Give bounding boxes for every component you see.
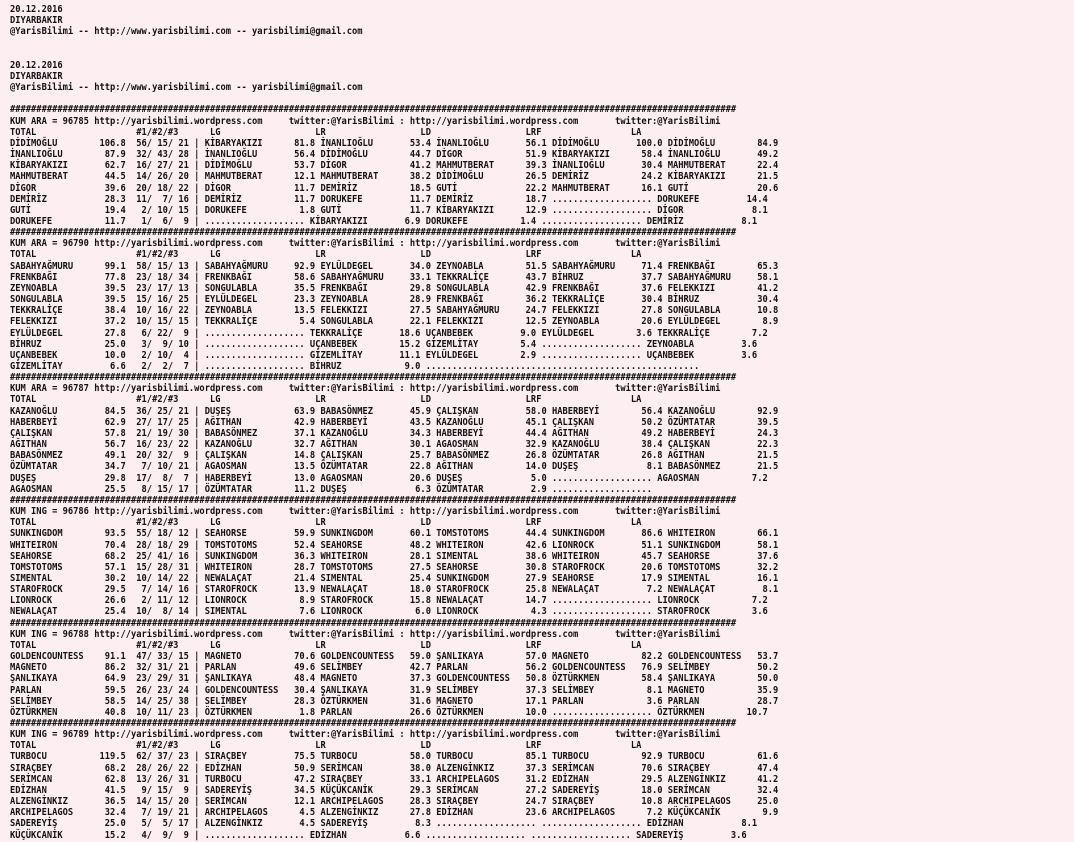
text-line: ARCHIPELAGOS 32.4 7/ 19/ 21 | ARCHIPELAGOS 4.5 ALZENGİNKIZ 27.8 EDİZHAN 23.6 ARCHIPELAGOS 7.2 KÜÇÜKCANİK 9.9 <box>10 807 779 819</box>
column-header-line: TOTAL #1/#2/#3 LG LR LD LRF LA <box>10 249 642 261</box>
race-header-line: KUM ING = 96786 http://yarisbilimi.wordpress.com twitter:@YarisBilimi : http://yarisbilimi.wordpress.com twitter:@YarisBilimi <box>10 506 721 518</box>
column-header-line: TOTAL #1/#2/#3 LG LR LD LRF LA <box>10 740 642 752</box>
blank-line <box>10 37 778 48</box>
text-line: ÇALIŞKAN 57.8 21/ 19/ 30 | BABASÖNMEZ 37.1 KAZANOĞLU 34.3 HABERBEYİ 44.4 AĞITHAN 49.2 HABERBEYİ 24.3 <box>10 427 779 439</box>
section-separator: ########################################################################################################################################## <box>10 617 737 629</box>
race-stats-document <box>10 4 778 841</box>
text-line: AGAOSMAN 25.5 8/ 15/ 17 | ÖZÜMTATAR 11.2 DUŞEŞ 6.3 ÖZÜMTATAR 2.9 ................... <box>10 483 652 495</box>
text-line: KAZANOĞLU 84.5 36/ 25/ 21 | DUŞEŞ 63.9 BABASÖNMEZ 45.9 ÇALIŞKAN 58.0 HABERBEYİ 56.4 KAZANOĞLU 92.9 <box>10 405 779 417</box>
text-line: HABERBEYİ 62.9 27/ 17/ 25 | AĞITHAN 42.9 HABERBEYİ 43.5 KAZANOĞLU 45.1 ÇALIŞKAN 50.2 ÖZÜMTATAR 39.5 <box>10 416 779 428</box>
text-line: ÖZÜMTATAR 34.7 7/ 10/ 21 | AGAOSMAN 13.5 ÖZÜMTATAR 22.8 AĞITHAN 14.0 DUŞEŞ 8.1 BABASÖNMEZ 21.5 <box>10 461 779 473</box>
text-line: SIRAÇBEY 68.2 28/ 26/ 22 | EDİZHAN 50.9 SERİMCAN 38.0 ALZENGİNKIZ 37.3 SERİMCAN 70.6 SIRAÇBEY 47.4 <box>10 762 779 774</box>
text-line: TEKKRALİÇE 38.4 10/ 16/ 22 | ZEYNOABLA 13.5 FELEKKIZI 27.5 SABAHYAĞMURU 24.7 FELEKKIZI 27.8 SONGULABLA 10.8 <box>10 305 779 317</box>
text-line: GOLDENCOUNTESS 91.1 47/ 33/ 15 | MAGNETO 70.6 GOLDENCOUNTESS 59.0 ŞANLIKAYA 57.0 MAGNETO 82.2 GOLDENCOUNTESS 53.7 <box>10 651 779 663</box>
text-line: 20.12.2016 <box>10 4 63 15</box>
race-header-line: KUM ARA = 96785 http://yarisbilimi.wordpress.com twitter:@YarisBilimi : http://yarisbilimi.wordpress.com twitter:@YarisBilimi <box>10 115 721 127</box>
text-line: @YarisBilimi -- http://www.yarisbilimi.com -- yarisbilimi@gmail.com <box>10 82 363 94</box>
text-line: NEWALAÇAT 25.4 10/ 8/ 14 | SIMENTAL 7.6 LIONROCK 6.0 LIONROCK 4.3 ................... STAROFROCK 3.6 <box>10 606 768 618</box>
text-line: EDİZHAN 41.5 9/ 15/ 9 | SADEREYİŞ 34.5 KÜÇÜKCANİK 29.3 SERİMCAN 27.2 SADEREYİŞ 18.0 SERİMCAN 32.4 <box>10 784 779 796</box>
text-line: UÇANBEBEK 10.0 2/ 10/ 4 | ................... GİZEMLİTAY 11.1 EYLÜLDEGEL 2.9 ................... UÇANBEBEK 3.6 <box>10 349 758 361</box>
text-line: SELİMBEY 58.5 14/ 25/ 38 | SELİMBEY 28.3 ÖZTÜRKMEN 31.6 MAGNETO 17.1 PARLAN 3.6 PARLAN 28.7 <box>10 695 779 707</box>
text-line: SABAHYAĞMURU 99.1 58/ 15/ 13 | SABAHYAĞMURU 92.9 EYLÜLDEGEL 34.0 ZEYNOABLA 51.5 SABAHYAĞMURU 71.4 FRENKBAĞI 65.3 <box>10 260 779 272</box>
text-line: BİHRUZ 25.0 3/ 9/ 10 | ................... UÇANBEBEK 15.2 GİZEMLİTAY 5.4 ................... ZEYNOABLA 3.6 <box>10 338 758 350</box>
text-line: PARLAN 59.5 26/ 23/ 24 | GOLDENCOUNTESS 30.4 ŞANLIKAYA 31.9 SELİMBEY 37.3 SELİMBEY 8.1 MAGNETO 35.9 <box>10 684 779 696</box>
text-line: STAROFROCK 29.5 7/ 14/ 16 | STAROFROCK 13.9 NEWALAÇAT 18.0 STAROFROCK 25.8 NEWALAÇAT 7.2 NEWALAÇAT 8.1 <box>10 584 779 596</box>
text-line: WHITEIRON 70.4 28/ 18/ 29 | TOMSTOTOMS 52.4 SEAHORSE 48.2 WHITEIRON 42.6 LIONROCK 51.1 SUNKINGDOM 58.1 <box>10 539 779 551</box>
column-header-line: TOTAL #1/#2/#3 LG LR LD LRF LA <box>10 639 642 651</box>
text-line: GİZEMLİTAY 6.6 2/ 2/ 7 | ................... BİHRUZ 9.0 .................................................... <box>10 361 700 372</box>
text-line: ZEYNOABLA 39.5 23/ 17/ 13 | SONGULABLA 35.5 FRENKBAĞI 29.8 SONGULABLA 42.9 FRENKBAĞI 37.6 FELEKKIZI 41.2 <box>10 282 779 294</box>
column-header-line: TOTAL #1/#2/#3 LG LR LD LRF LA <box>10 394 642 406</box>
race-header-line: KUM ARA = 96787 http://yarisbilimi.wordpress.com twitter:@YarisBilimi : http://yarisbilimi.wordpress.com twitter:@YarisBilimi <box>10 383 721 395</box>
text-line: @YarisBilimi -- http://www.yarisbilimi.com -- yarisbilimi@gmail.com <box>10 26 363 38</box>
column-header-line: TOTAL #1/#2/#3 LG LR LD LRF LA <box>10 517 642 529</box>
text-line: BABASÖNMEZ 49.1 20/ 32/ 9 | ÇALIŞKAN 14.8 ÇALIŞKAN 25.7 BABASÖNMEZ 26.8 ÖZÜMTATAR 26.8 AĞITHAN 21.5 <box>10 450 779 462</box>
section-separator: ########################################################################################################################################## <box>10 227 737 239</box>
text-line: AĞITHAN 56.7 16/ 23/ 22 | KAZANOĞLU 32.7 AĞITHAN 30.1 AGAOSMAN 32.9 KAZANOĞLU 38.4 ÇALIŞKAN 22.3 <box>10 439 779 451</box>
text-line: SERİMCAN 62.8 13/ 26/ 31 | TURBOCU 47.2 SIRAÇBEY 33.1 ARCHIPELAGOS 31.2 EDİZHAN 29.5 ALZENGİNKIZ 41.2 <box>10 773 779 785</box>
text-line: SADEREYİŞ 25.0 5/ 5/ 17 | ALZENGİNKIZ 4.5 SADEREYİŞ 8.3 ................... ................... EDİZHAN 8.1 <box>10 818 758 830</box>
text-line: KÜÇÜKCANİK 15.2 4/ 9/ 9 | ................... EDİZHAN 6.6 ................... ................... SADEREYİŞ 3.6 <box>10 829 747 841</box>
text-line: SEAHORSE 68.2 25/ 41/ 16 | SUNKINGDOM 36.3 WHITEIRON 28.1 SIMENTAL 38.6 WHITEIRON 45.7 SEAHORSE 37.6 <box>10 550 779 562</box>
text-line: GUTİ 19.4 2/ 10/ 15 | DORUKEFE 1.8 GUTİ 11.7 KİBARYAKIZI 12.9 ................... DİGOR 8.1 <box>10 204 768 216</box>
blank-line <box>10 49 778 60</box>
text-line: DORUKEFE 11.7 1/ 6/ 9 | ................... KİBARYAKIZI 6.9 DORUKEFE 1.4 ................... DEMİRİZ 8.1 <box>10 215 758 227</box>
text-line: SUNKINGDOM 93.5 55/ 18/ 12 | SEAHORSE 59.9 SUNKINGDOM 60.1 TOMSTOTOMS 44.4 SUNKINGDOM 86.6 WHITEIRON 66.1 <box>10 528 779 540</box>
text-line: EYLÜLDEGEL 27.8 6/ 22/ 9 | ................... TEKKRALİÇE 18.6 UÇANBEBEK 9.0 EYLÜLDEGEL 3.6 TEKKRALİÇE 7.2 <box>10 327 768 339</box>
text-line: FELEKKIZI 37.2 10/ 15/ 15 | TEKKRALİÇE 5.4 SONGULABLA 22.1 FELEKKIZI 12.5 ZEYNOABLA 20.6 EYLÜLDEGEL 8.9 <box>10 316 779 328</box>
text-line: DİGOR 39.6 20/ 18/ 22 | DİGOR 11.7 DEMİRİZ 18.5 GUTİ 22.2 MAHMUTBERAT 16.1 GUTİ 20.6 <box>10 182 779 194</box>
text-line: LIONROCK 26.6 2/ 11/ 12 | LIONROCK 8.9 STAROFROCK 15.8 NEWALAÇAT 14.7 ................... LIONROCK 7.2 <box>10 595 768 607</box>
text-line: TOMSTOTOMS 57.1 15/ 28/ 31 | WHITEIRON 28.7 TOMSTOTOMS 27.5 SEAHORSE 30.8 STAROFROCK 20.6 TOMSTOTOMS 32.2 <box>10 561 779 573</box>
text-line: DİDİMOĞLU 106.8 56/ 15/ 21 | KİBARYAKIZI 81.8 İNANLIOĞLU 53.4 İNANLIOĞLU 56.1 DİDİMOĞLU 100.0 DİDİMOĞLU 84.9 <box>10 137 779 149</box>
text-line: MAHMUTBERAT 44.5 14/ 26/ 20 | MAHMUTBERAT 12.1 MAHMUTBERAT 38.2 DİDİMOĞLU 26.5 DEMİRİZ 24.2 KİBARYAKIZI 21.5 <box>10 171 779 183</box>
section-separator: ########################################################################################################################################## <box>10 718 737 729</box>
section-separator: ########################################################################################################################################## <box>10 104 737 116</box>
text-line: ÖZTÜRKMEN 40.8 10/ 11/ 23 | ÖZTÜRKMEN 1.8 PARLAN 26.6 ÖZTÜRKMEN 10.0 ................... ÖZTÜRKMEN 10.7 <box>10 706 768 718</box>
blank-line <box>10 93 778 104</box>
text-line: FRENKBAĞI 77.8 23/ 18/ 34 | FRENKBAĞI 58.6 SABAHYAĞMURU 33.1 TEKKRALİÇE 43.7 BİHRUZ 37.7 SABAHYAĞMURU 58.1 <box>10 271 779 283</box>
text-line: SIMENTAL 30.2 10/ 14/ 22 | NEWALAÇAT 21.4 SIMENTAL 25.4 SUNKINGDOM 27.9 SEAHORSE 17.9 SIMENTAL 16.1 <box>10 572 779 584</box>
text-line: ALZENGİNKIZ 36.5 14/ 15/ 20 | SERİMCAN 12.1 ARCHIPELAGOS 28.3 SIRAÇBEY 24.7 SIRAÇBEY 10.8 ARCHIPELAGOS 25.0 <box>10 796 779 808</box>
text-line: MAGNETO 86.2 32/ 31/ 21 | PARLAN 49.6 SELİMBEY 42.7 PARLAN 56.2 GOLDENCOUNTESS 76.9 SELİMBEY 50.2 <box>10 662 779 674</box>
race-header-line: KUM ARA = 96790 http://yarisbilimi.wordpress.com twitter:@YarisBilimi : http://yarisbilimi.wordpress.com twitter:@YarisBilimi <box>10 238 721 250</box>
text-line: ŞANLIKAYA 64.9 23/ 29/ 31 | ŞANLIKAYA 48.4 MAGNETO 37.3 GOLDENCOUNTESS 50.8 ÖZTÜRKMEN 58.4 ŞANLIKAYA 50.0 <box>10 673 779 685</box>
text-line: 20.12.2016 <box>10 59 63 71</box>
text-line: DIYARBAKIR <box>10 15 63 27</box>
text-line: DIYARBAKIR <box>10 70 63 82</box>
race-header-line: KUM ING = 96788 http://yarisbilimi.wordpress.com twitter:@YarisBilimi : http://yarisbilimi.wordpress.com twitter:@YarisBilimi <box>10 628 721 640</box>
text-line: DEMİRİZ 28.3 11/ 7/ 16 | DEMİRİZ 11.7 DORUKEFE 11.7 DEMİRİZ 18.7 ................... DORUKEFE 14.4 <box>10 193 768 205</box>
text-line: KİBARYAKIZI 62.7 16/ 27/ 21 | DİDİMOĞLU 53.7 DİGOR 41.2 MAHMUTBERAT 39.3 İNANLIOĞLU 30.4 MAHMUTBERAT 22.4 <box>10 160 779 172</box>
race-header-line: KUM ING = 96789 http://yarisbilimi.wordpress.com twitter:@YarisBilimi : http://yarisbilimi.wordpress.com twitter:@YarisBilimi <box>10 729 721 741</box>
section-separator: ########################################################################################################################################## <box>10 494 737 506</box>
text-line: İNANLIOĞLU 87.9 32/ 43/ 28 | İNANLIOĞLU 56.4 DİDİMOĞLU 44.7 DİGOR 51.9 KİBARYAKIZI 58.4 İNANLIOĞLU 49.2 <box>10 149 779 161</box>
text-line: TURBOCU 119.5 62/ 37/ 23 | SIRAÇBEY 75.5 TURBOCU 58.0 TURBOCU 85.1 TURBOCU 92.9 TURBOCU 61.6 <box>10 751 779 763</box>
column-header-line: TOTAL #1/#2/#3 LG LR LD LRF LA <box>10 126 642 138</box>
text-line: DUŞEŞ 29.8 17/ 8/ 7 | HABERBEYİ 13.0 AGAOSMAN 20.6 DUŞEŞ 5.0 ................... AGAOSMAN 7.2 <box>10 472 768 484</box>
section-separator: ########################################################################################################################################## <box>10 372 737 384</box>
text-line: SONGULABLA 39.5 15/ 16/ 25 | EYLÜLDEGEL 23.3 ZEYNOABLA 28.9 FRENKBAĞI 36.2 TEKKRALİÇE 30.4 BİHRUZ 30.4 <box>10 294 779 306</box>
